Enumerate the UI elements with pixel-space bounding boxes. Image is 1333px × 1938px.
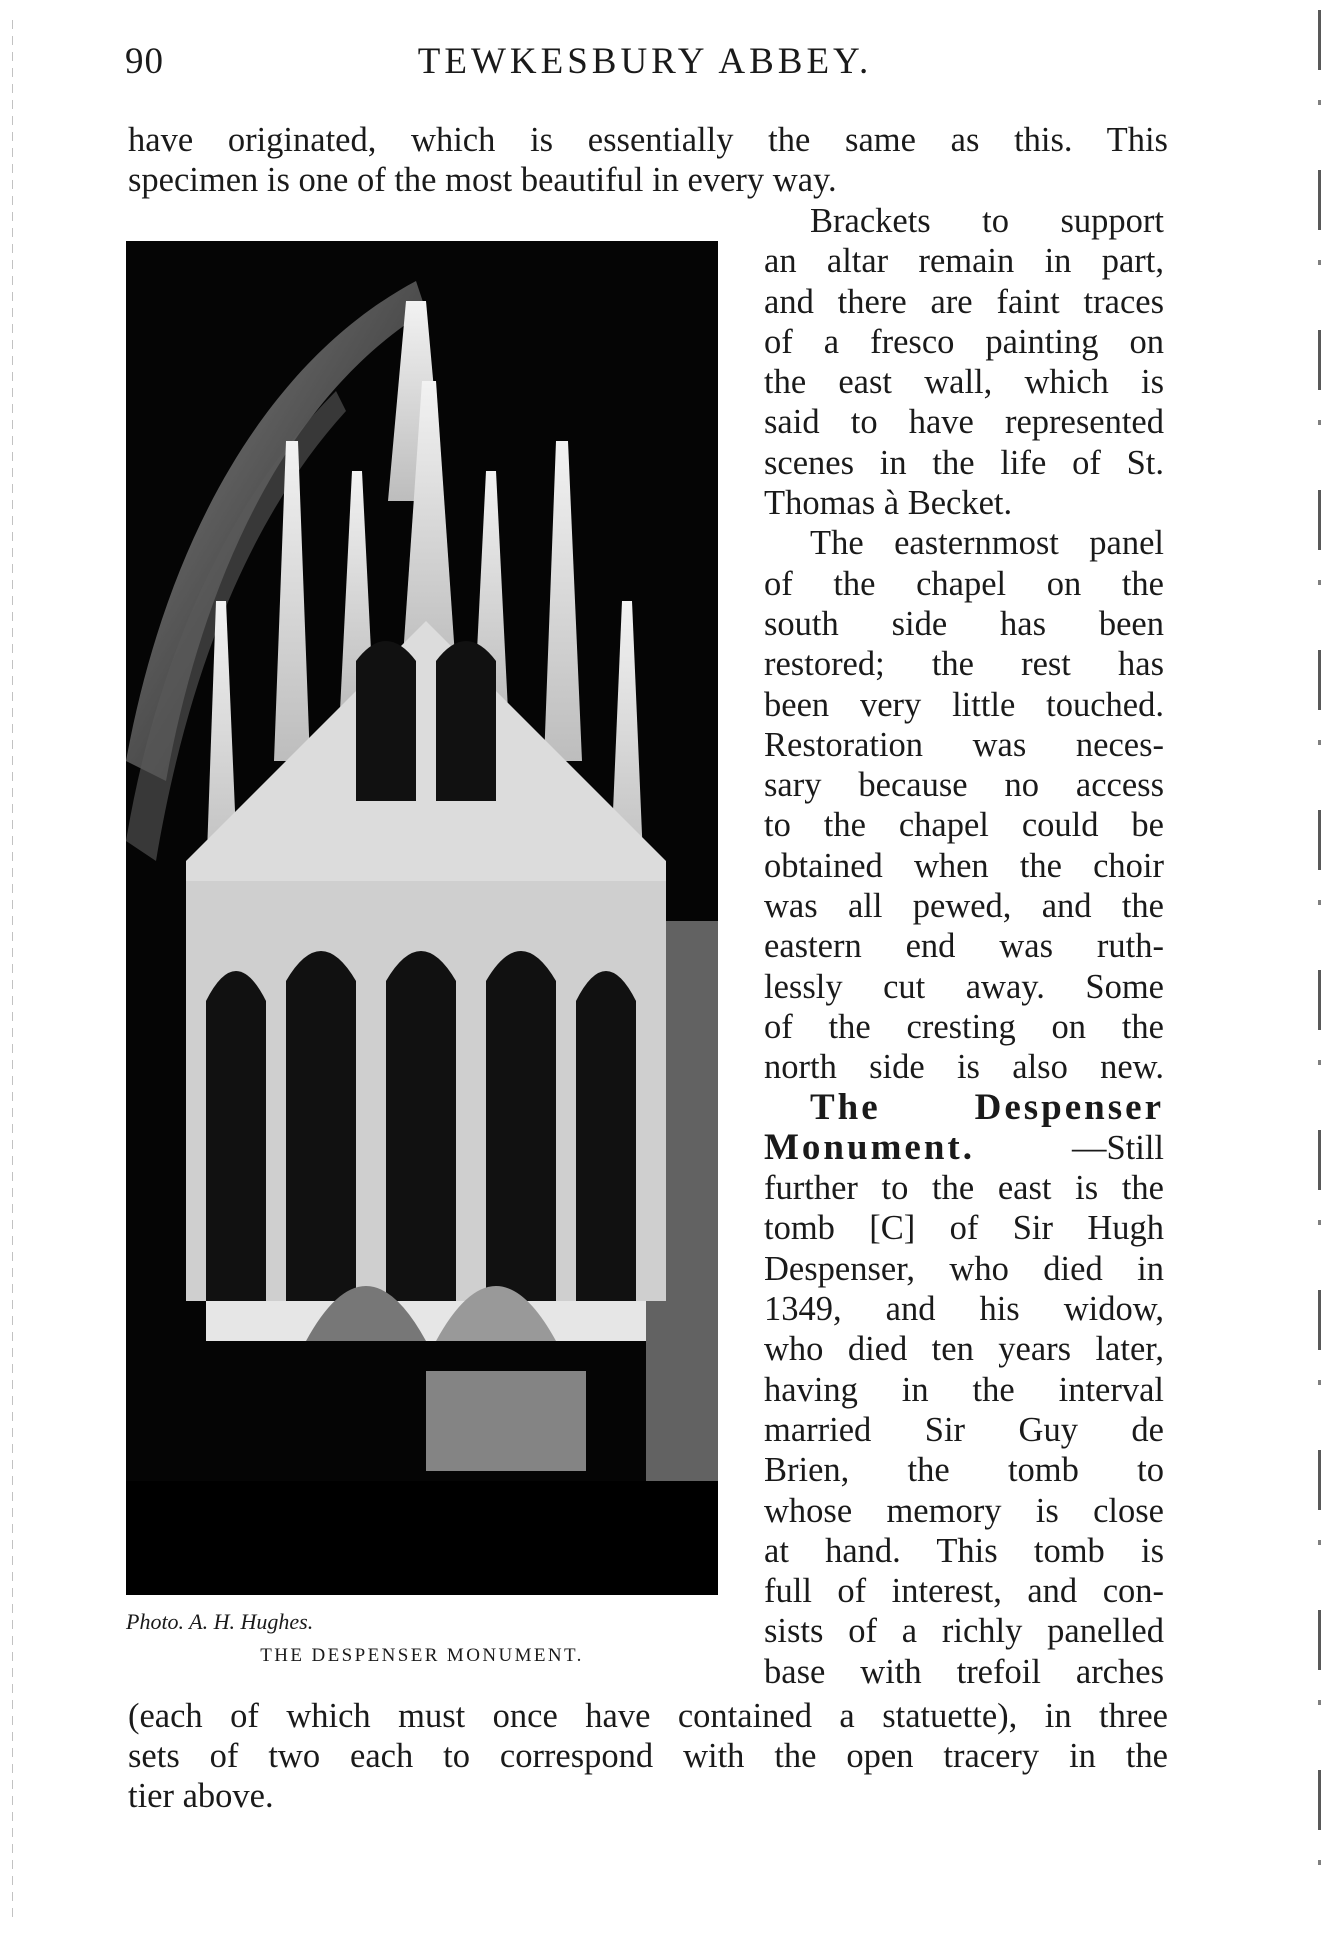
text-line: tomb [C] of Sir Hugh <box>764 1209 1164 1248</box>
text-line: been very little touched. <box>764 685 1164 724</box>
text-line: restored; the rest has <box>764 645 1164 684</box>
text-line: base with trefoil arches <box>764 1652 1164 1691</box>
text-line: whose memory is close <box>764 1491 1164 1530</box>
text-line: full of interest, and con- <box>764 1572 1164 1611</box>
text-line: was all pewed, and the <box>764 887 1164 926</box>
text-line: of a fresco painting on <box>764 322 1164 361</box>
scan-edge-right <box>1318 10 1321 1930</box>
text-line: the east wall, which is <box>764 363 1164 402</box>
text-line: Despenser, who died in <box>764 1249 1164 1288</box>
text-line: at hand. This tomb is <box>764 1531 1164 1570</box>
text-line: sets of two each to correspond with the open tracery in the <box>128 1737 1168 1775</box>
text-line: Thomas à Becket. <box>764 484 1013 523</box>
monument-photograph <box>126 241 718 1595</box>
text-line: The easternmost panel <box>810 524 1164 563</box>
text-line: to the chapel could be <box>764 806 1164 845</box>
text-line: of the cresting on the <box>764 1007 1164 1046</box>
text-line: obtained when the choir <box>764 846 1164 885</box>
text-line: said to have represented <box>764 403 1164 442</box>
text-line: scenes in the life of St. <box>764 443 1164 482</box>
text-line: 1349, and his widow, <box>764 1290 1164 1329</box>
running-title: TEWKESBURY ABBEY. <box>417 41 873 82</box>
text-line: (each of which must once have contained a statuette), in three <box>128 1697 1168 1735</box>
text-line: specimen is one of the most beautiful in every way. <box>128 161 837 199</box>
scan-edge-left <box>12 20 13 1920</box>
page-number: 90 <box>125 41 164 82</box>
text-line: an altar remain in part, <box>764 242 1164 281</box>
text-line: Restoration was neces- <box>764 725 1164 764</box>
text-line: who died ten years later, <box>764 1330 1164 1369</box>
section-heading-continued: Monument. <box>764 1126 975 1168</box>
text-line: having in the interval <box>764 1370 1164 1409</box>
text-line: tier above. <box>128 1777 274 1815</box>
photo-credit: Photo. A. H. Hughes. <box>126 1609 314 1634</box>
text-line: Brackets to support <box>810 202 1164 240</box>
figure-caption: THE DESPENSER MONUMENT. <box>260 1645 584 1666</box>
top-paragraph <box>128 120 1168 200</box>
figure <box>126 241 718 1666</box>
bottom-paragraph <box>128 1696 1168 1816</box>
monument-illustration <box>126 241 718 1595</box>
text-line: and there are faint traces <box>764 282 1164 321</box>
page-header <box>125 40 1165 90</box>
text-line: of the chapel on the <box>764 564 1164 603</box>
heading-line <box>764 1128 1164 1168</box>
right-column-text <box>764 201 1164 1692</box>
section-heading: The Despenser <box>810 1086 1164 1128</box>
text-line: eastern end was ruth- <box>764 927 1164 966</box>
text-line: married Sir Guy de <box>764 1410 1164 1449</box>
text-line: lessly cut away. Some <box>764 967 1164 1006</box>
text-line: have originated, which is essentially the same as this. This <box>128 121 1168 159</box>
text-line: sists of a richly panelled <box>764 1612 1164 1651</box>
text-line: sary because no access <box>764 766 1164 805</box>
text-line: north side is also new. <box>764 1048 1164 1087</box>
text-line: —Still <box>1071 1128 1164 1167</box>
text-line: Brien, the tomb to <box>764 1451 1164 1490</box>
text-line: south side has been <box>764 604 1164 643</box>
text-line: further to the east is the <box>764 1169 1164 1208</box>
